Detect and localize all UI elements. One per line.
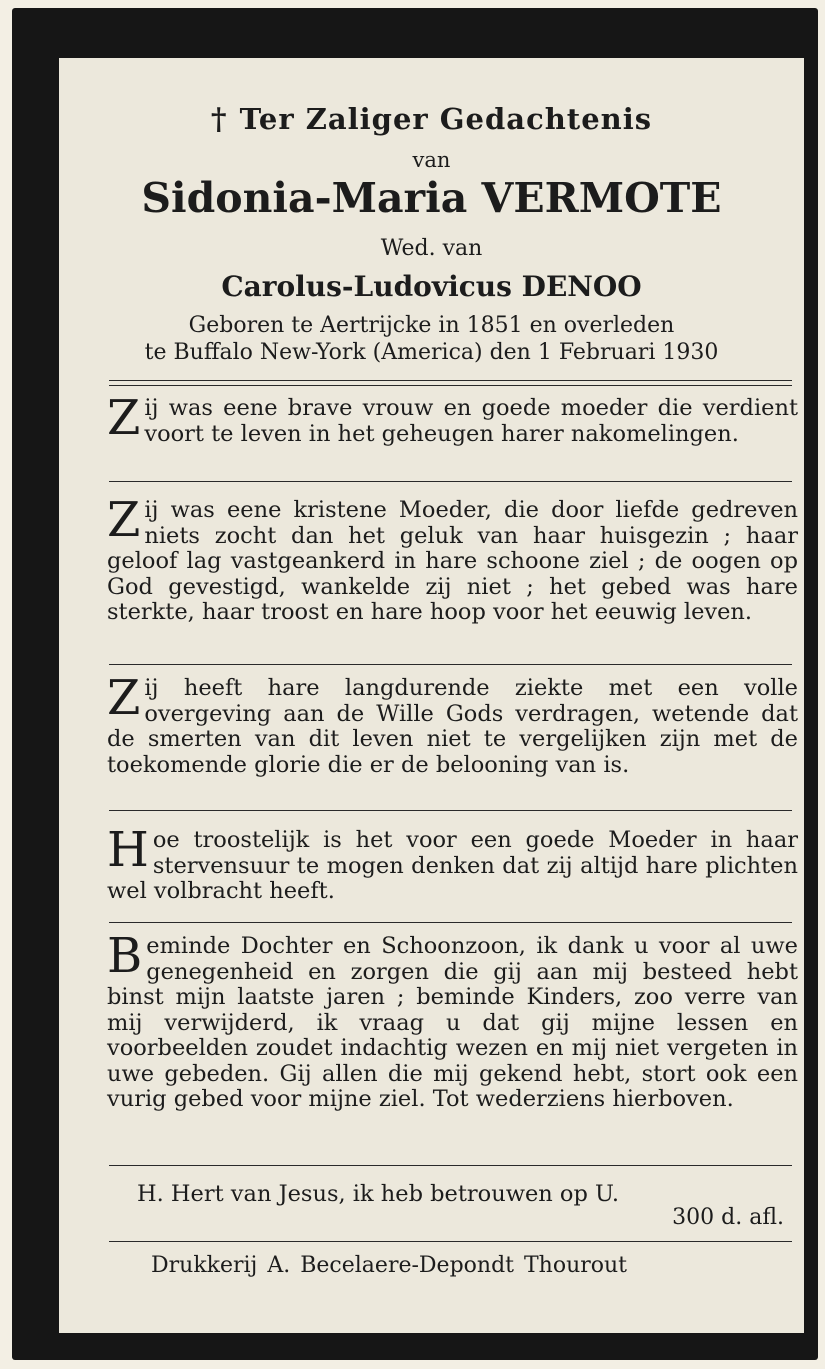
divider (109, 664, 792, 665)
divider (109, 1165, 792, 1166)
death-line: te Buffalo New-York (America) den 1 Februari 1930 (144, 340, 719, 365)
divider (109, 1241, 792, 1242)
van-label: van (412, 148, 451, 172)
divider (109, 922, 792, 923)
paragraph-text: ij was eene brave vrouw en goede moeder die verdient voort te leven in het geheugen harer nakomelingen. (144, 395, 798, 447)
drop-cap: B (107, 928, 143, 984)
paragraph-text: oe troostelijk is het voor een goede Moeder in haar stervensuur te mogen denken dat zij altijd hare plichten wel volbracht heeft. (107, 827, 798, 904)
paragraph (107, 390, 798, 447)
paragraph (107, 492, 798, 626)
indulgence-note: 300 d. afl. (672, 1205, 784, 1230)
divider (109, 380, 792, 381)
divider (109, 481, 792, 482)
prayer-line: H. Hert van Jesus, ik heb betrouwen op U. (137, 1181, 620, 1207)
drop-cap: Z (107, 492, 141, 548)
card-title (59, 102, 804, 137)
paragraph-text: eminde Dochter en Schoonzoon, ik dank u voor al uwe genegenheid en zorgen die gij aan mij besteed hebt binst mijn laatste jaren ; beminde Kinders, zoo verre van mij verwijderd, ik vraag u dat gij mijne lessen en voorbeelden zoudet indachtig wezen en mij niet vergeten in uwe gebeden. Gij allen die mij gekend hebt, stort ook een vurig gebed voor mijne ziel. Tot wederziens hierboven. (107, 933, 798, 1112)
paragraph (107, 822, 798, 905)
printer-credit: Drukkerij A. Becelaere-Depondt Thourout (151, 1253, 628, 1278)
deceased-name: Sidonia-Maria VERMOTE (141, 174, 722, 222)
divider (109, 385, 792, 386)
drop-cap: Z (107, 670, 141, 726)
divider (109, 810, 792, 811)
paragraph-text: ij heeft hare langdurende ziekte met een volle overgeving aan de Wille Gods verdragen, wetende dat de smerten van dit leven niet te vergelijken zijn met de toekomende glorie die er de belooning van is. (107, 675, 798, 778)
card-inner-panel (59, 58, 804, 1333)
drop-cap: H (107, 822, 149, 878)
memorial-card (12, 8, 818, 1360)
paragraph-text: ij was eene kristene Moeder, die door liefde gedreven niets zocht dan het geluk van haar huisgezin ; haar geloof lag vastgeankerd in hare schoone ziel ; de oogen op God gevestigd, wankelde zij niet ; het gebed was hare sterkte, haar troost en hare hoop voor het eeuwig leven. (107, 497, 798, 625)
spouse-name: Carolus-Ludovicus DENOO (221, 270, 642, 303)
drop-cap: Z (107, 390, 141, 446)
paragraph (107, 670, 798, 778)
cross-icon: † (210, 102, 228, 137)
widow-of-label: Wed. van (380, 236, 483, 261)
birth-death-info (59, 312, 804, 366)
title-text: Ter Zaliger Gedachtenis (239, 102, 653, 136)
birth-line: Geboren te Aertrijcke in 1851 en overleden (188, 313, 675, 338)
paragraph (107, 928, 798, 1113)
